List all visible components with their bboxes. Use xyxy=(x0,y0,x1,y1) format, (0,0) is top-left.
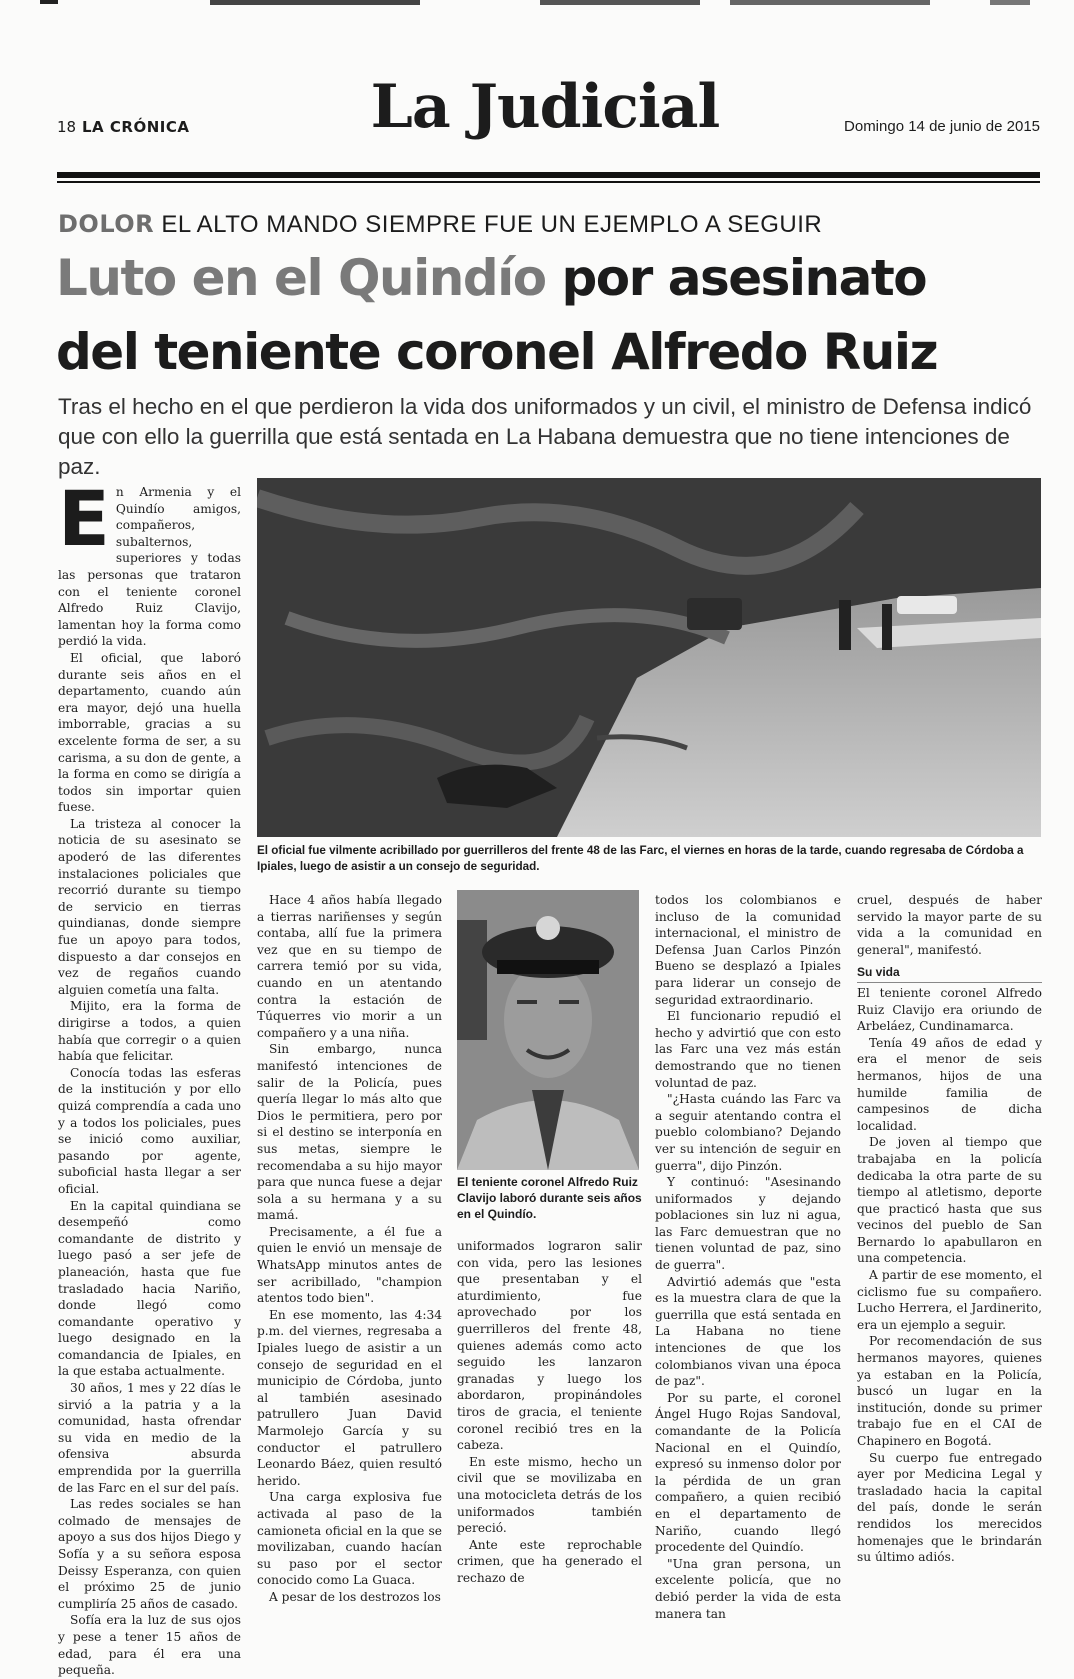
paragraph: cruel, después de haber servido la mayor parte de su vida a la comunidad en general", manifestó. xyxy=(857,893,1042,957)
article-deck: Tras el hecho en el que perdieron la vida dos uniformados y un civil, el ministro de Defensa indicó que con ello la guerrilla que está sentada en La Habana demuestra que no tiene intenciones de paz. xyxy=(58,394,1032,479)
paragraph: Mijito, era la forma de dirigirse a todos, a quien había que corregir o a quien había que felicitar. xyxy=(58,999,241,1064)
headline-rest: por asesinato xyxy=(545,249,927,307)
paragraph: A partir de ese momento, el ciclismo fue su compañero. Lucho Herrera, el Jardinerito, era un ejemplo a seguir. xyxy=(857,1268,1042,1332)
column-5 xyxy=(857,892,1042,1566)
drop-cap: E xyxy=(58,474,110,563)
headline-grey: Luto en el Quindío xyxy=(56,249,546,307)
paragraph: Su cuerpo fue entregado ayer por Medicina Legal y trasladado hacia la capital del país, donde le serán rendidos los merecidos homenajes que le brindarán su último adiós. xyxy=(857,1450,1042,1565)
paragraph: Hace 4 años había llegado a tierras nariñenses y según contaba, allí fue la primera vez que en su tiempo de carrera temió por su vida, cuando en un atentando contra la estación de Túquerres vio morir a un compañero y a una niña. xyxy=(257,893,442,1040)
paragraph: De joven al tiempo que trabajaba en la policía dedicaba la otra parte de su tiempo al atletismo, deporte que practicó hasta que sus vecinos del pueblo de San Bernardo lo apabullaron en una competencia. xyxy=(857,1135,1042,1266)
section-title: La Judicial xyxy=(370,72,720,142)
paragraph: Sin embargo, nunca manifestó intenciones de salir de la Policía, pues quería llegar lo más alto que Dios le permitiera, pero por si el destino se interponía en sus metas, siempre le recomendaba a su hijo mayor para que nunca fuese a dejar sola a su hermana y a su mamá. xyxy=(257,1042,442,1223)
paragraph: "Una gran persona, un excelente policía, que no debió perder la vida de esta manera tan xyxy=(655,1556,841,1621)
column-4 xyxy=(655,892,841,1622)
paragraph: La tristeza al conocer la noticia de su asesinato se apoderó de las diferentes instalaciones policiales que recorrió durante su tiempo de servicio en tierras quindianas, donde siempre fue un apoyo para todos, dispuesto a dar consejos en vez de regaños cuando alguien cometía una falta. xyxy=(58,816,241,997)
paragraph: Y continuó: "Asesinando uniformados y dejando poblaciones sin luz ni agua, las Farc demuestran que no tienen voluntad de paz, sino de guerra". xyxy=(655,1175,841,1273)
paragraph: 30 años, 1 mes y 22 días le sirvió a la patria y a la comunidad, hasta ofrendar su vida en medio de la ofensiva absurda emprendida por la guerrilla de las Farc en el sur del país. xyxy=(58,1381,241,1495)
paragraph: Las redes sociales se han colmado de mensajes de apoyo a sus dos hijos Diego y Sofía y a su señora esposa Deissy Esperanza, con quien el próximo 25 de junio cumpliría 25 años de casado. xyxy=(58,1497,241,1611)
kicker-text: EL ALTO MANDO SIEMPRE FUE UN EJEMPLO A SEGUIR xyxy=(154,211,823,238)
subhead-su-vida: Su vida xyxy=(857,964,1042,983)
issue-date: Domingo 14 de junio de 2015 xyxy=(844,118,1040,135)
paragraph: El teniente coronel Alfredo Ruiz Clavijo era oriundo de Arbeláez, Cundinamarca. xyxy=(857,985,1042,1034)
paragraph: A pesar de los destrozos los xyxy=(269,1589,441,1604)
paragraph: El funcionario repudió el hecho y advirtió que con esto las Farc una vez más están demostrando que no tienen voluntad de paz. xyxy=(655,1009,841,1090)
paragraph: En este mismo, hecho un civil que se movilizaba en una motocicleta detrás de los uniformados también pereció. xyxy=(457,1454,642,1536)
top-crop-strip xyxy=(40,0,1040,8)
paragraph: El oficial, que laboró durante seis años en el departamento, cuando aún era mayor, dejó una huella imborrable, gracias a su excelente forma de ser, a su carisma, a su don de gente, a la forma en como se dirigía a todos sin importar quien fuese. xyxy=(58,650,241,815)
column-2 xyxy=(257,892,442,1606)
paragraph: Ante este reprochable crimen, que ha generado el rechazo de xyxy=(457,1537,642,1585)
paragraph: Precisamente, a él fue a quien le envió un mensaje de WhatsApp minutos antes de ser acribillado, "champion atentos todo bien". xyxy=(257,1224,442,1306)
paragraph: Una carga explosiva fue activada al paso de la camioneta oficial en la que se movilizaban, cuando hacían su paso por el sector conocido como La Guaca. xyxy=(257,1490,442,1588)
paragraph: uniformados lograron salir con vida, pero las lesiones que presentaban y el aturdimiento, fue aprovechado por los guerrilleros del frente 48, quienes además como acto seguido les lanzaron granadas y luego los abordaron, propinándoles tiros de gracia, el teniente coronel recibió tres en la cabeza. xyxy=(457,1239,642,1453)
paragraph: Por recomendación de sus hermanos mayores, quienes ya estaban en la Policía, buscó un lugar en la institución, donde su primer trabajo fue en el CAI de Chapinero en Bogotá. xyxy=(857,1334,1042,1448)
paragraph: Sofía era la luz de sus ojos y pese a tener 15 años de edad, para él era una pequeña. xyxy=(58,1613,241,1678)
column-1 xyxy=(58,474,241,1679)
portrait-caption: El teniente coronel Alfredo Ruiz Clavijo laboró durante seis años en el Quindío. xyxy=(457,1175,642,1221)
newspaper-name: LA CRÓNICA xyxy=(82,118,190,136)
masthead-rule-thin xyxy=(57,181,1040,183)
headline-line-1 xyxy=(56,249,1046,307)
crime-scene-photo xyxy=(257,478,1041,837)
headline-line-2: del teniente coronel Alfredo Ruiz xyxy=(56,323,938,381)
paragraph: Tenía 49 años de edad y era el menor de seis hermanos, hijos de una humilde familia de campesinos de dicha localidad. xyxy=(857,1035,1042,1133)
page-number: 18 xyxy=(57,118,77,136)
paragraph: Por su parte, el coronel Ángel Hugo Rojas Sandoval, comandante de la Policía Nacional en el Quindío, expresó su inmenso dolor por la pérdida de un gran compañero, a quien recibió en el departamento de Nariño, cuando llegó procedente del Quindío. xyxy=(655,1390,841,1555)
paragraph: En la capital quindiana se desempeñó como comandante de distrito y luego pasó a ser jefe de planeación, hasta que fue trasladado hacia Nariño, donde llegó como comandante operativo y luego designado en la comandancia de Ipiales, en la que estaba actualmente. xyxy=(58,1198,241,1379)
photo-caption: El oficial fue vilmente acribillado por guerrilleros del frente 48 de las Farc, el viernes en horas de la tarde, cuando regresaba de Córdoba a Ipiales, luego de asistir a un consejo de seguridad. xyxy=(257,844,1024,873)
paragraph: Conocía todas las esferas de la institución y por ello quizá comprendía a cada uno y a todos los policiales, pues se inició como auxiliar, pasando por agente, suboficial hasta llegar a ser oficial. xyxy=(58,1065,241,1196)
paragraph: En ese momento, las 4:34 p.m. del viernes, regresaba a Ipiales luego de asistir a un consejo de seguridad en el municipio de Córdoba, junto al también asesinado patrullero Juan David Marmolejo García y su conductor el patrullero Leonardo Báez, quien resultó herido. xyxy=(257,1307,442,1488)
kicker xyxy=(58,210,822,239)
paragraph: "¿Hasta cuándo las Farc va a seguir atentando contra el pueblo colombiano? Dejando ver su intención de seguir en guerra", dijo Pinzón. xyxy=(655,1092,841,1173)
masthead-rule-thick xyxy=(57,172,1040,178)
kicker-tag: DOLOR xyxy=(58,210,155,238)
paragraph: n Armenia y el Quindío amigos, compañeros, subalternos, superiores y todas las personas que trataron con el teniente coronel Alfredo Ruiz Clavijo, lamentan hoy la forma como perdió la vida. xyxy=(58,485,241,649)
paragraph: todos los colombianos e incluso de la comunidad internacional, el ministro de Defensa Juan Carlos Pinzón Bueno se desplazó a Ipiales para liderar un consejo de seguridad extraordinario. xyxy=(655,893,841,1007)
paragraph: Advirtió además que "esta es la muestra clara de que la guerrilla que está sentada en La Habana no tiene intenciones de que los colombianos vivan una época de paz". xyxy=(655,1274,841,1389)
column-3 xyxy=(457,1238,642,1586)
portrait-photo xyxy=(457,890,639,1170)
